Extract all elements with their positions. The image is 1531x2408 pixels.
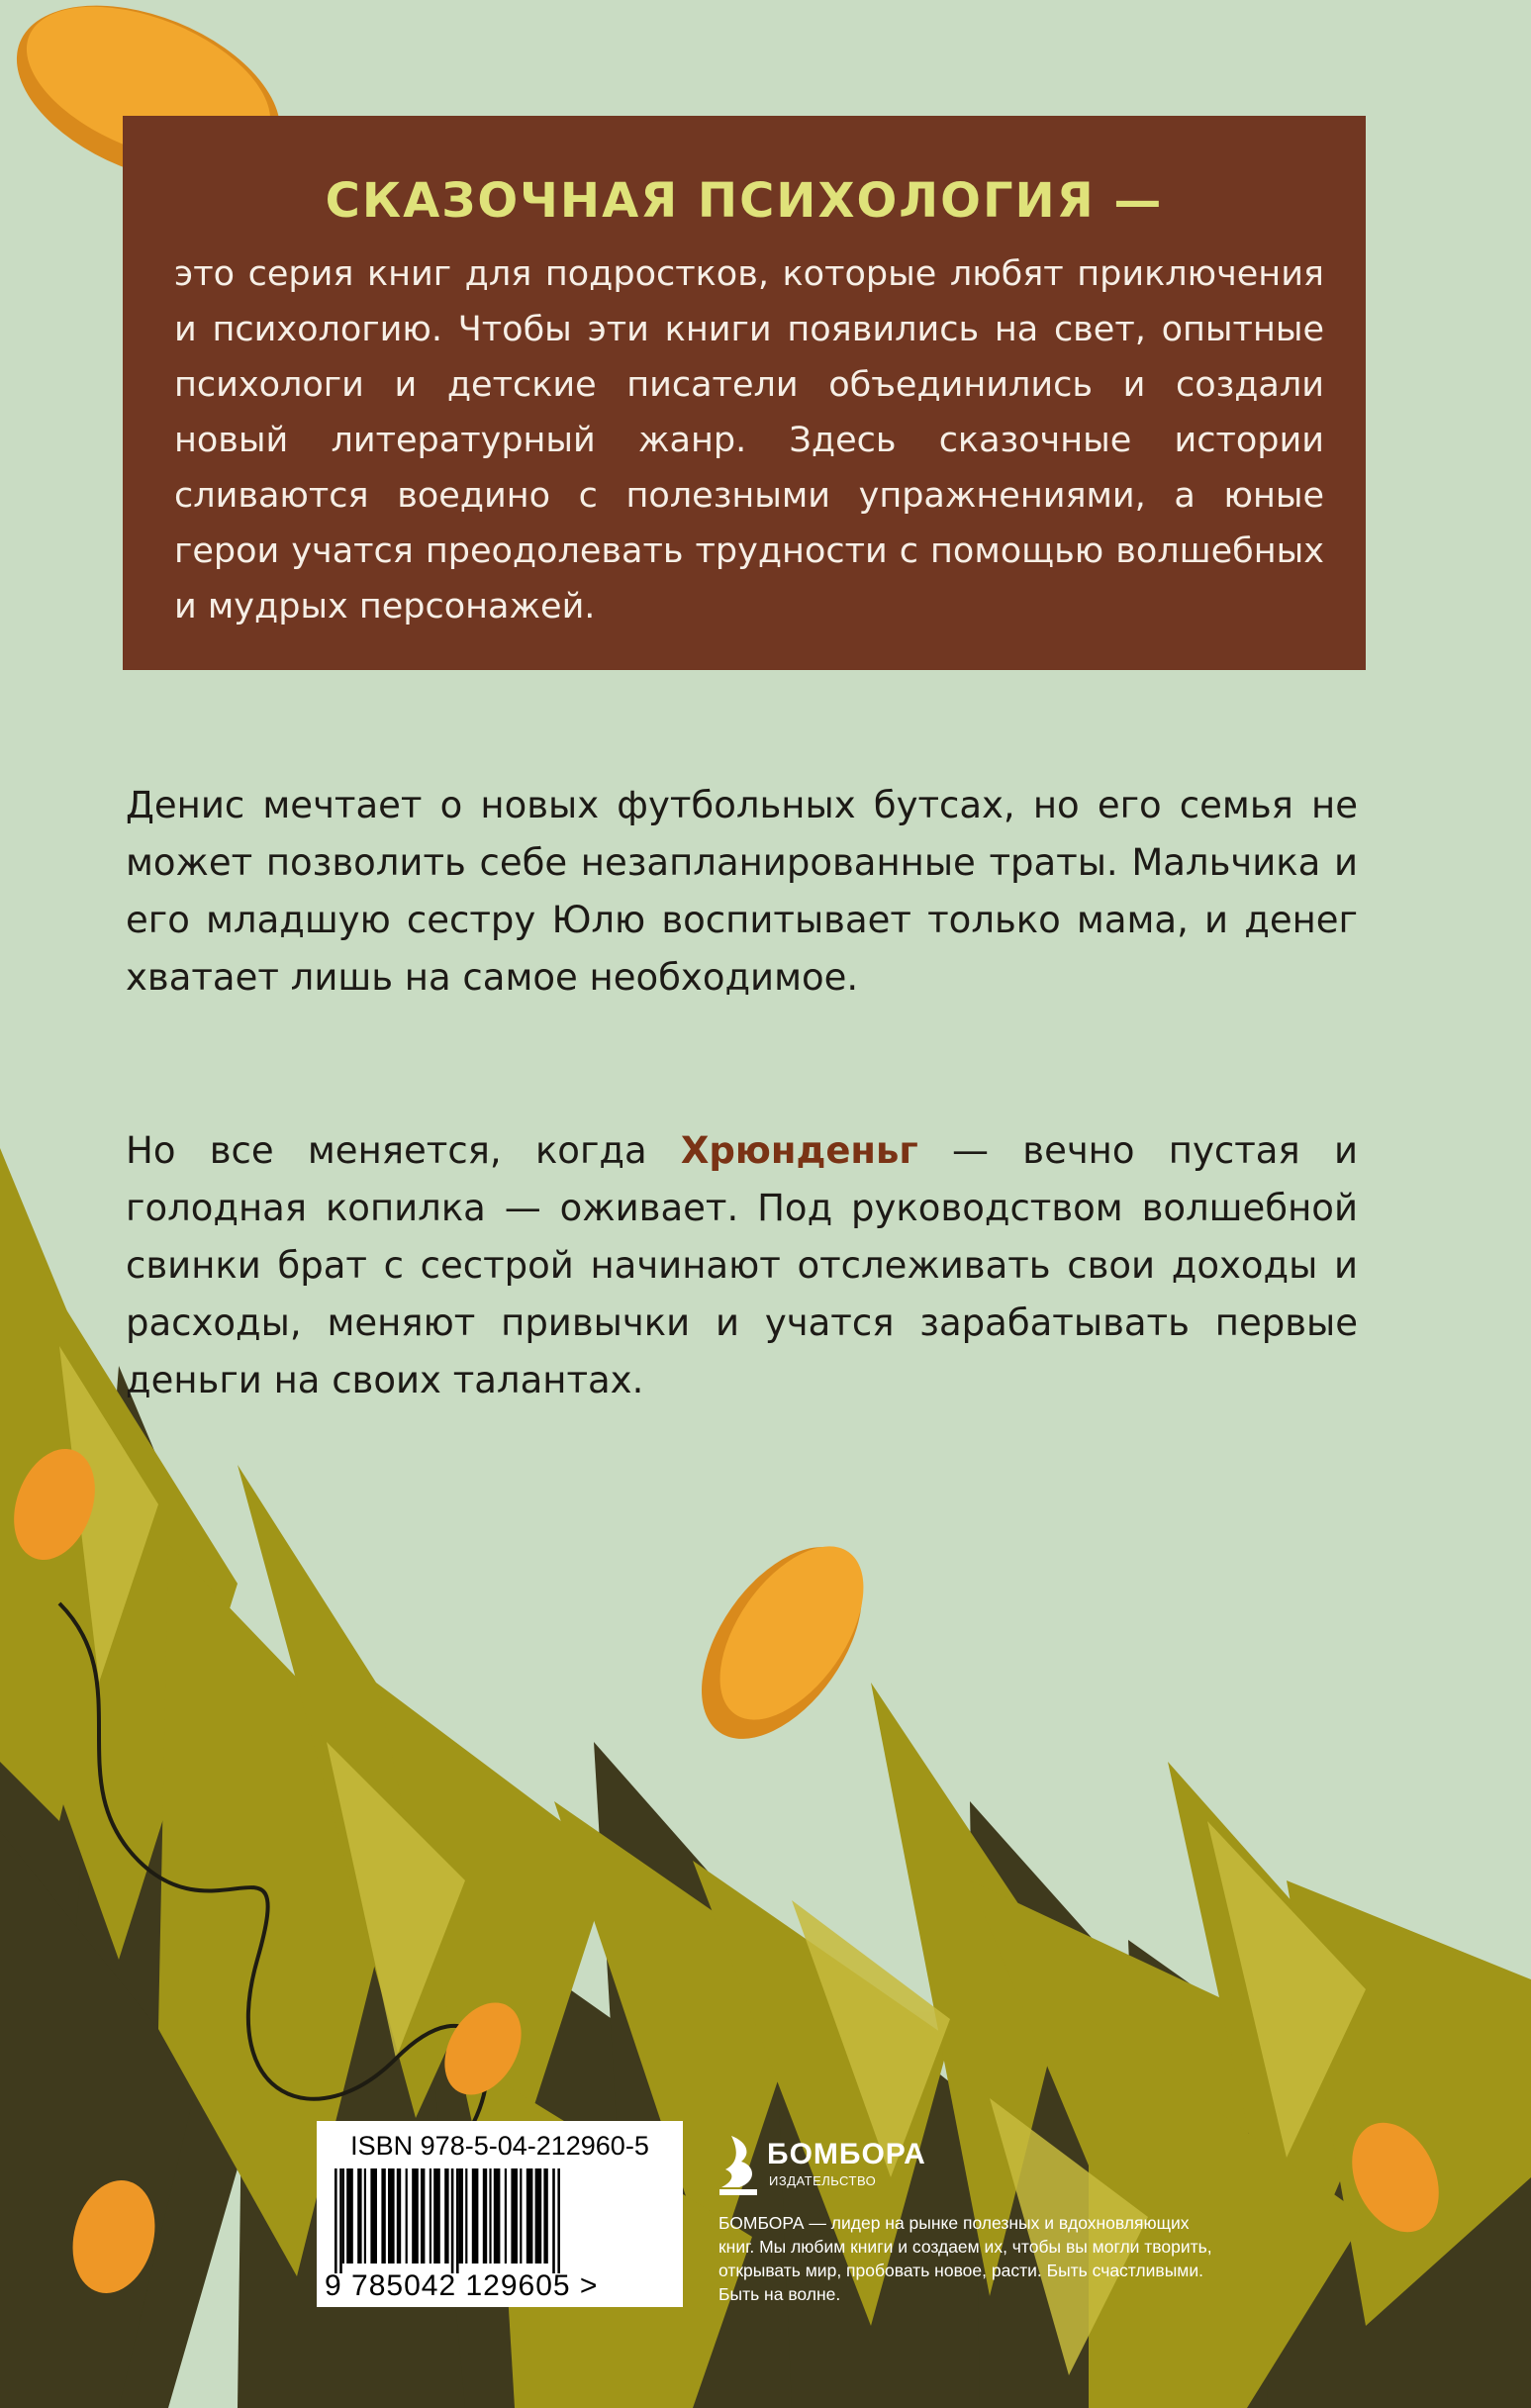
description-paragraph-1: Денис мечтает о новых футбольных бутсах, но его семья не может позволить себе незапланированные траты. Мальчика и его младшую сестру Юлю воспитывает только мама, и денег хватает лишь на самое необходимое. (126, 784, 1358, 999)
isbn-number: ISBN 978-5-04-212960-5 (350, 2131, 649, 2161)
series-info-panel (123, 116, 1366, 670)
barcode-digits: 9 785042 129605 > (325, 2269, 599, 2302)
publisher-blurb: БОМБОРА — лидер на рынке полезных и вдохновляющих книг. Мы любим книги и создаем их, чтобы вы могли творить, открывать мир, пробовать новое, расти. Быть счастливыми. Быть на волне. (718, 2213, 1212, 2304)
barcode-bars (331, 2168, 669, 2273)
publisher-logo (718, 2132, 945, 2201)
character-name-highlight: Хрюнденьг (680, 1129, 918, 1172)
publisher-wave-icon (718, 2132, 761, 2197)
publisher-name: БОМБОРА (767, 2138, 926, 2170)
description-paragraph-2 (126, 1122, 1358, 1409)
publisher-subtitle: ИЗДАТЕЛЬСТВО (769, 2173, 877, 2188)
isbn-barcode-block (317, 2121, 683, 2307)
series-description: это серия книг для подростков, которые любят приключения и психологию. Чтобы эти книги появились на свет, опытные психологи и детские писатели объединились и создали новый литературный жанр. Здесь сказочные истории сливаются воедино с полезными упражнениями, а юные герои учатся преодолевать трудности с помощью волшебных и мудрых персонажей. (174, 254, 1324, 626)
series-title: СКАЗОЧНАЯ ПСИХОЛОГИЯ — (325, 173, 1164, 229)
paragraph-2-rest: — вечно пустая и голодная копилка — оживает. Под руководством волшебной свинки брат с сестрой начинают отслеживать свои доходы и расходы, меняют привычки и учатся зарабатывать первые деньги на своих талантах. (126, 1129, 1358, 1401)
paragraph-2-start: Но все меняется, когда (126, 1129, 681, 1172)
